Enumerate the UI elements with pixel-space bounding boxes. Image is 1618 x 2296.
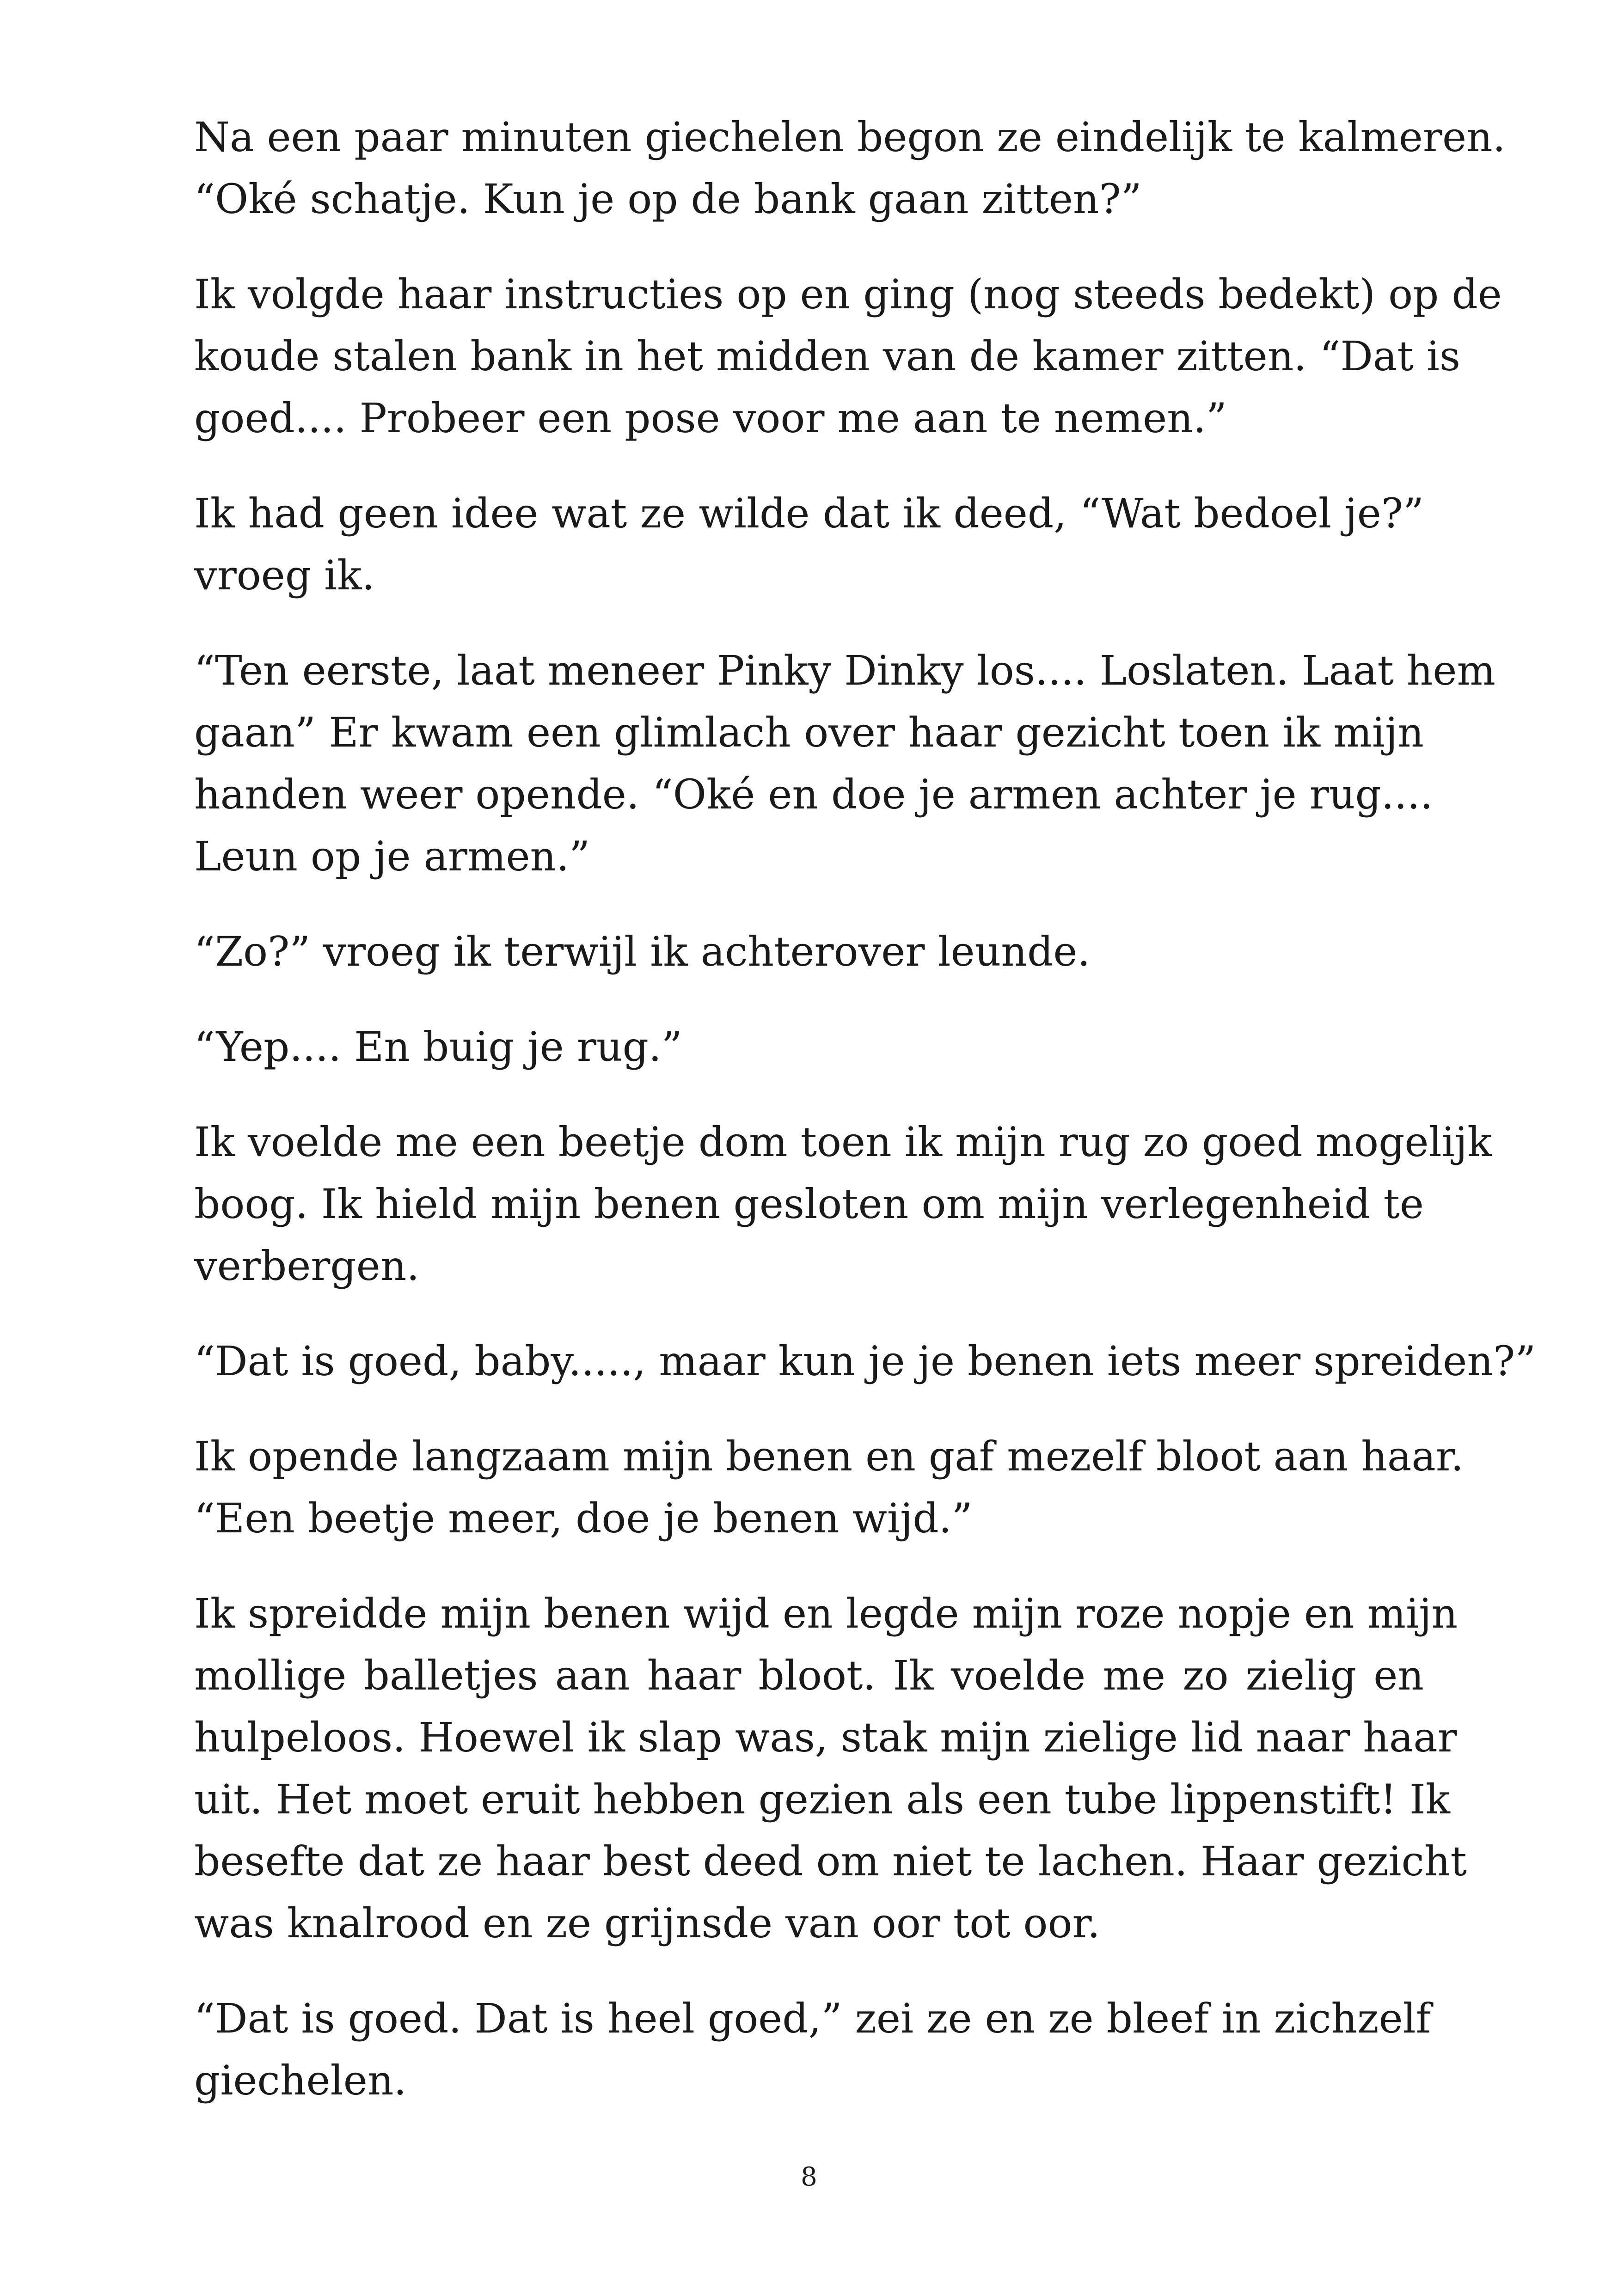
text-line: verbergen. [194, 1242, 420, 1290]
text-line: “Oké schatje. Kun je op de bank gaan zitten?” [194, 175, 1142, 223]
body-text [194, 106, 1536, 2145]
paragraph-4 [194, 640, 1495, 888]
page-number: 8 [801, 2162, 817, 2192]
text-line: boog. Ik hield mijn benen gesloten om mijn verlegenheid te [194, 1180, 1424, 1228]
text-line: “Yep.... En buig je rug.” [194, 1023, 682, 1071]
text-line: giechelen. [194, 2057, 407, 2104]
paragraph-7 [194, 1111, 1492, 1297]
text-line: vroeg ik. [194, 551, 375, 599]
text-line: “Zo?” vroeg ik terwijl ik achterover leunde. [194, 928, 1091, 975]
text-line: Na een paar minuten giechelen begon ze eindelijk te kalmeren. [194, 113, 1506, 161]
text-line: besefte dat ze haar best deed om niet te lachen. Haar gezicht [194, 1837, 1467, 1885]
paragraph-6 [194, 1016, 1424, 1078]
paragraph-3 [194, 483, 1424, 606]
paragraph-1 [194, 106, 1506, 230]
text-line: Leun op je armen.” [194, 833, 590, 880]
paragraph-9 [194, 1426, 1464, 1549]
paragraph-10 [194, 1583, 1467, 1954]
text-line: gaan” Er kwam een glimlach over haar gezicht toen ik mijn [194, 709, 1424, 756]
text-line: hulpeloos. Hoewel ik slap was, stak mijn zielige lid naar haar [194, 1714, 1457, 1761]
text-line: mollige balletjes aan haar bloot. Ik voelde me zo zielig en [194, 1652, 1424, 1699]
text-line: “Een beetje meer, doe je benen wijd.” [194, 1494, 973, 1542]
text-line: “Dat is goed, baby....., maar kun je je benen iets meer spreiden?” [194, 1337, 1536, 1385]
text-line: Ik spreidde mijn benen wijd en legde mijn roze nopje en mijn [194, 1590, 1458, 1637]
paragraph-8 [194, 1330, 1536, 1392]
text-line: “Ten eerste, laat meneer Pinky Dinky los.... Loslaten. Laat hem [194, 647, 1495, 694]
text-line: handen weer opende. “Oké en doe je armen achter je rug.... [194, 771, 1433, 818]
paragraph-2 [194, 263, 1502, 449]
text-line: Ik opende langzaam mijn benen en gaf mezelf bloot aan haar. [194, 1433, 1464, 1480]
text-line: goed.... Probeer een pose voor me aan te nemen.” [194, 394, 1227, 442]
text-line: uit. Het moet eruit hebben gezien als een tube lippenstift! Ik [194, 1776, 1450, 1823]
paragraph-11 [194, 1988, 1431, 2112]
text-line: Ik voelde me een beetje dom toen ik mijn rug zo goed mogelijk [194, 1118, 1492, 1166]
text-line: was knalrood en ze grijnsde van oor tot oor. [194, 1899, 1100, 1947]
paragraph-5 [194, 921, 1424, 983]
text-line: Ik had geen idee wat ze wilde dat ik deed, “Wat bedoel je?” [194, 490, 1424, 537]
text-line: Ik volgde haar instructies op en ging (nog steeds bedekt) op de [194, 270, 1502, 318]
text-line: koude stalen bank in het midden van de kamer zitten. “Dat is [194, 332, 1460, 380]
text-line: “Dat is goed. Dat is heel goed,” zei ze en ze bleef in zichzelf [194, 1995, 1431, 2042]
